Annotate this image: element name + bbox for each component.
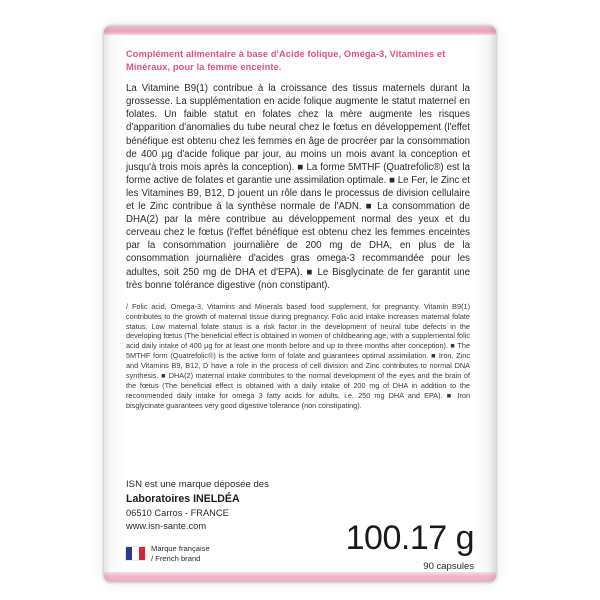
capsule-count: 90 capsules (423, 561, 474, 572)
net-weight-value: 100.17 g (345, 519, 474, 557)
origin-label-fr: Marque française (151, 544, 210, 553)
box-bottom-edge (104, 572, 496, 582)
box-outer-frame (104, 26, 496, 582)
french-flag-icon (126, 547, 145, 560)
product-intro-text: Complément alimentaire à base d'Acide folique, Oméga-3, Vitamines et Minéraux, pour la femme enceinte. (126, 49, 446, 72)
french-description-text: La Vitamine B9(1) contribue à la croissance des tissus maternels durant la grossesse. La supplémentation en acide folique augmente le statut maternel en folates. Un faible statut en folates chez la mère augmente les risques d'apparition d'anomalies du tube neural chez le fœtus en développement (l'effet bénéfique est obtenu chez les femmes en âge de procréer par la consommation de 400 µg d'acide folique par jour, au moins un mois avant la conception et jusqu'à trois mois après la conception). ■ La forme 5MTHF (Quatrefolic®) est la forme active de folates et garantie une assimilation optimale. ■ Le Fer, le Zinc et les Vitamines B9, B12, D jouent un rôle dans le processus de division cellulaire et le Zinc contribue à la synthèse normale de l'ADN. ■ La consommation de DHA(2) par la mère contribue au développement normal des yeux et du cerveau chez le fœtus (l'effet bénéfique est obtenu chez les femmes enceintes par la consommation journalière de 200 mg de DHA, en plus de la consommation journalière d'acides gras omega-3 recommandée pour les adultes, soit 250 mg de DHA et d'EPA). ■ Le Bisglycinate de fer garantit une très bonne tolérance digestive (non constipant). (126, 83, 470, 291)
origin-label-en: / French brand (151, 553, 201, 563)
english-description-text: / Folic acid, Omega-3, Vitamins and Minerals based food supplement, for pregnancy. Vitamin B9(1) contributes to the growth of maternal tissue during pregnancy. Folic acid intake increases maternal folate status. Low maternal folate status is a risk factor in the development of neural tube defects in the developing fœtus (The beneficial effect is obtained in women of childbearing age, with a supplemental folic acid daily intake of 400 µg for at least one month before and up to three months after conception). ■ The 5MTHF form (Quatrefolic®) is the active form of folate and guarantees optimal assimilation. ■ Iron, Zinc and Vitamins B9, B12, D have a role in the process of cell division and Zinc contributes to normal DNA synthesis. ■ DHA(2) maternal intake contributes to the normal development of the eyes and the brain of the fœtus (The beneficial effect is obtained with a daily intake of 200 mg of DHA in addition to the recommended daily intake for omega 3 fatty acids for adults, i.e. 250 mg DHA and EPA). ■ Iron bisglycinate guarantees very good digestive tolerance (non constipating). (126, 301, 470, 410)
box-left-edge (104, 26, 111, 582)
company-address: 06510 Carros - FRANCE (126, 507, 229, 518)
laboratory-name: Laboratoires INELDÉA (126, 492, 240, 505)
company-website: www.isn-sante.com (126, 520, 207, 531)
origin-badge (126, 544, 210, 563)
brand-ownership-line: ISN est une marque déposée des (126, 479, 269, 490)
box-top-edge (104, 26, 496, 35)
origin-label (151, 544, 210, 563)
net-weight-block (346, 521, 474, 572)
box-back-panel (104, 26, 496, 582)
box-right-edge (488, 26, 496, 582)
